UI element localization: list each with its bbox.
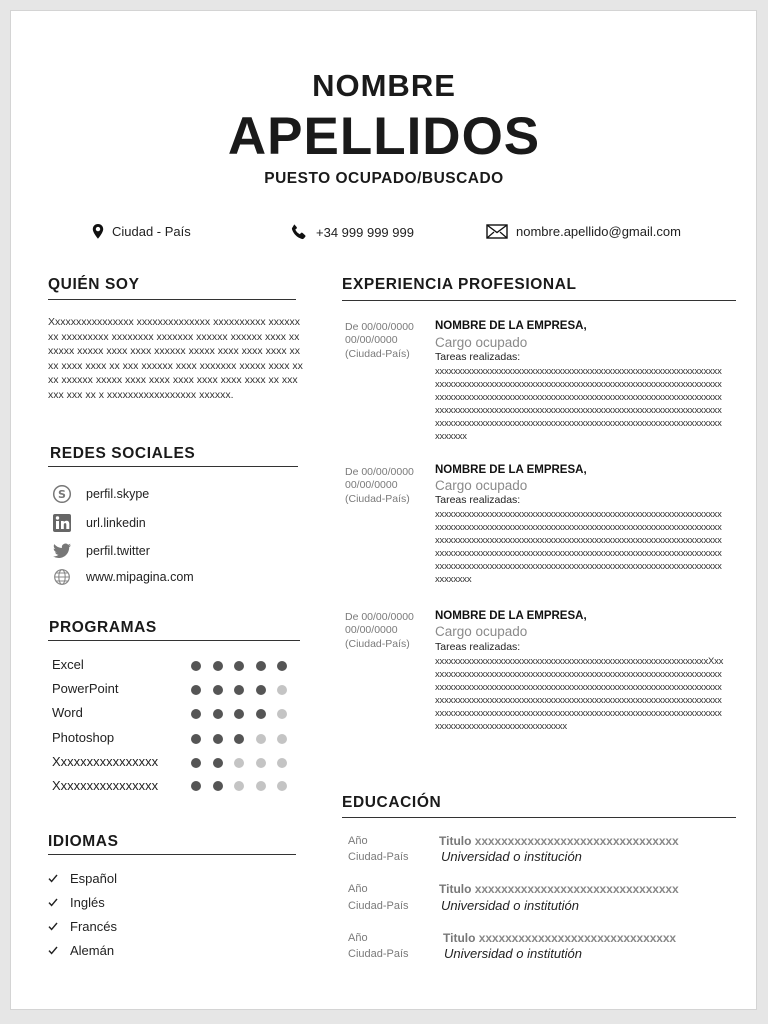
skill-dot-empty [277, 709, 287, 719]
languages-title: IDIOMAS [48, 833, 119, 850]
education-city: Ciudad-País [348, 948, 409, 960]
program-name: Xxxxxxxxxxxxxxxx [52, 778, 159, 793]
program-rating [191, 758, 287, 768]
degree-label: Titulo [439, 834, 472, 848]
company-name: NOMBRE DE LA EMPRESA, [435, 610, 587, 622]
location-pin-icon [92, 224, 104, 239]
linkedin-icon [52, 513, 72, 533]
skill-dot-filled [256, 685, 266, 695]
first-name: NOMBRE [312, 68, 456, 103]
language-item [48, 895, 105, 910]
program-rating [191, 709, 287, 719]
skill-dot-filled [213, 661, 223, 671]
skill-dot-filled [277, 661, 287, 671]
language-item [48, 943, 114, 958]
job-role: Cargo ocupado [435, 335, 528, 350]
about-title: QUIÉN SOY [48, 276, 140, 293]
date-to: 00/00/0000 [345, 334, 398, 347]
skill-dot-filled [213, 709, 223, 719]
job-role: Cargo ocupado [435, 624, 528, 639]
degree-text: xxxxxxxxxxxxxxxxxxxxxxxxxxxxxx [478, 931, 676, 945]
date-from: De 00/00/0000 [345, 611, 414, 623]
tasks-text: xxxxxxxxxxxxxxxxxxxxxxxxxxxxxxxxxxxxxxxxxxxxxxxxxxxxxxxxxxxxxxxxxxxxxxxxxxxxxxxxxxxxxxxxxxxxxxxxxxxxxxxxxxxxxxxxxxxxxxxxxxxxxxxxxxxxxxxxxxxxxxxxxxxxxxxxxxxxxxxxxxxxxxxxxxxxxxxxxxxxxxxxxxxxxxxxxxxxxxxxxxxxxxxxxxxxxxxxxxxxxxxxxxxxxxxxxxxxxxxxxxxxxxxxxxxxxxxxxxxxxxxxxxxxxxxxxxxxxxxxxxxxxxxxxxxxxxxxxxxxxxxxxxxxxxxxxxxxxxxxxx [435, 366, 722, 443]
date-from: De 00/00/0000 [345, 466, 414, 478]
program-name: PowerPoint [52, 681, 119, 696]
skill-dot-empty [234, 781, 244, 791]
position-title: PUESTO OCUPADO/BUSCADO [264, 170, 504, 187]
language-label: Inglés [70, 895, 105, 910]
contact-location [92, 224, 191, 239]
phone-text: +34 999 999 999 [316, 224, 414, 240]
skill-dot-filled [256, 709, 266, 719]
experience-city: (Ciudad-País) [345, 492, 410, 505]
skill-dot-empty [277, 685, 287, 695]
program-name: Word [52, 705, 83, 720]
degree-label: Titulo [443, 931, 476, 945]
language-item [48, 871, 117, 886]
social-item-twitter [52, 542, 150, 560]
skill-dot-empty [277, 781, 287, 791]
language-label: Francés [70, 919, 117, 934]
skill-dot-filled [191, 661, 201, 671]
social-label: perfil.twitter [86, 544, 150, 558]
tasks-label: Tareas realizadas: [435, 351, 521, 363]
skill-dot-filled [191, 781, 201, 791]
education-city: Ciudad-País [348, 851, 409, 863]
language-label: Español [70, 871, 117, 886]
languages-divider [48, 854, 296, 855]
company-name: NOMBRE DE LA EMPRESA, [435, 320, 587, 332]
last-name: APELLIDOS [227, 107, 541, 166]
education-institution: Universidad o institución [441, 849, 582, 864]
skill-dot-filled [213, 685, 223, 695]
experience-city: (Ciudad-País) [345, 637, 410, 650]
education-year: Año [348, 932, 368, 944]
skill-dot-empty [277, 734, 287, 744]
program-rating [191, 685, 287, 695]
tasks-label: Tareas realizadas: [435, 641, 521, 653]
social-label: www.mipagina.com [86, 570, 194, 584]
skill-dot-filled [213, 734, 223, 744]
social-title: REDES SOCIALES [50, 445, 196, 462]
experience-dates [345, 611, 430, 651]
email-text: nombre.apellido@gmail.com [516, 224, 681, 239]
phone-icon [291, 224, 308, 240]
check-icon [48, 895, 58, 910]
tasks-text: xxxxxxxxxxxxxxxxxxxxxxxxxxxxxxxxxxxxxxxxxxxxxxxxxxxxxxxxxxxxxxxxxxxxxxxxxxxxxxxxxxxxxxxxxxxxxxxxxxxxxxxxxxxxxxxxxxxxxxxxxxxxxxxxxxxxxxxxxxxxxxxxxxxxxxxxxxxxxxxxxxxxxxxxxxxxxxxxxxxxxxxxxxxxxxxxxxxxxxxxxxxxxxxxxxxxxxxxxxxxxxxxxxxxxxxxxxxxxxxxxxxxxxxxxxxxxxxxxxxxxxxxxxxxxxxxxxxxxxxxxxxxxxxxxxxxxxxxxxxxxxxxxxxxxxxxxxxxxxxxxxx [435, 509, 722, 586]
education-degree [439, 882, 679, 896]
degree-label: Titulo [439, 882, 472, 896]
tasks-text: xxxxxxxxxxxxxxxxxxxxxxxxxxxxxxxxxxxxxxxxxxxxxxxxxxxxxxxxxxxxXxxxxxxxxxxxxxxxxxxxxxxxxxxxxxxxxxxxxxxxxxxxxxxxxxxxxxxxxxxxxxxxxxxxxxxxxxxxxxxxxxxxxxxxxxxxxxxxxxxxxxxxxxxxxxxxxxxxxxxxxxxxxxxxxxxxxxxxxxxxxxxxxxxxxxxxxxxxxxxxxxxxxxxxxxxxxxxxxxxxxxxxxxxxxxxxxxxxxxxxxxxxxxxxxxxxxxxxxxxxxxxxxxxxxxxxxxxxxxxxxxxxxxxxxxxxxxxxxxxxxxxxxxxxxxxxxxxxxxxxxxxx [435, 656, 724, 733]
skill-dot-empty [256, 734, 266, 744]
education-divider [342, 817, 736, 818]
date-to: 00/00/0000 [345, 479, 398, 492]
social-label: perfil.skype [86, 487, 150, 501]
skill-dot-filled [234, 685, 244, 695]
education-year: Año [348, 883, 368, 895]
experience-title: EXPERIENCIA PROFESIONAL [342, 276, 577, 293]
social-divider [48, 466, 298, 467]
location-text: Ciudad - País [112, 224, 191, 239]
contact-phone [291, 224, 414, 240]
check-icon [48, 919, 58, 934]
tasks-label: Tareas realizadas: [435, 494, 521, 506]
program-name: Photoshop [52, 730, 115, 745]
skill-dot-filled [191, 685, 201, 695]
experience-city: (Ciudad-País) [345, 347, 410, 360]
education-institution: Universidad o institutión [444, 946, 583, 961]
experience-dates [345, 466, 430, 506]
education-institution: Universidad o institutión [441, 898, 580, 913]
company-name: NOMBRE DE LA EMPRESA, [435, 464, 587, 476]
programs-divider [48, 640, 300, 641]
skill-dot-empty [234, 758, 244, 768]
education-title: EDUCACIÓN [342, 794, 442, 811]
education-degree [443, 931, 676, 945]
date-to: 00/00/0000 [345, 624, 398, 637]
education-year: Año [348, 835, 368, 847]
svg-text:S: S [58, 488, 66, 501]
degree-text: xxxxxxxxxxxxxxxxxxxxxxxxxxxxxxx [474, 882, 679, 896]
twitter-icon [52, 542, 72, 560]
check-icon [48, 871, 58, 886]
job-role: Cargo ocupado [435, 478, 528, 493]
program-rating [191, 781, 287, 791]
social-item-linkedin [52, 513, 146, 533]
date-from: De 00/00/0000 [345, 321, 414, 333]
contact-email [486, 224, 681, 239]
degree-text: xxxxxxxxxxxxxxxxxxxxxxxxxxxxxxx [474, 834, 679, 848]
social-item-skype [52, 484, 149, 504]
social-label: url.linkedin [86, 516, 146, 530]
skill-dot-filled [234, 661, 244, 671]
skill-dot-empty [256, 758, 266, 768]
program-rating [191, 734, 287, 744]
program-name: Excel [52, 657, 84, 672]
skill-dot-filled [234, 734, 244, 744]
check-icon [48, 943, 58, 958]
skill-dot-filled [191, 734, 201, 744]
skype-icon [52, 484, 72, 504]
program-name: Xxxxxxxxxxxxxxxx [52, 754, 159, 769]
skill-dot-empty [256, 781, 266, 791]
language-item [48, 919, 117, 934]
about-divider [48, 299, 296, 300]
skill-dot-empty [277, 758, 287, 768]
experience-divider [342, 300, 736, 301]
skill-dot-filled [191, 758, 201, 768]
envelope-icon [486, 224, 508, 239]
skill-dot-filled [256, 661, 266, 671]
skill-dot-filled [213, 781, 223, 791]
skill-dot-filled [191, 709, 201, 719]
social-item-website [52, 568, 194, 586]
globe-icon [52, 568, 72, 586]
education-degree [439, 834, 679, 848]
education-city: Ciudad-País [348, 900, 409, 912]
program-rating [191, 661, 287, 671]
programs-title: PROGRAMAS [49, 619, 157, 636]
language-label: Alemán [70, 943, 115, 958]
skill-dot-filled [234, 709, 244, 719]
experience-dates [345, 321, 430, 361]
skill-dot-filled [213, 758, 223, 768]
about-text: Xxxxxxxxxxxxxxxx xxxxxxxxxxxxxx xxxxxxxxxx xxxxxxxx xxxxxxxxx xxxxxxxx xxxxxxx xxxxxx xxxxxx xxxx xxxxxxx xxxxx xxxx xxxx xxxxxx xxxxx xxxx xxxx xxxx xxxx xxxx xxxx xx xxx xxxxxx xxxx xxxxxxx xxxxx xxxx xxxx xxxxxx xxxxx xxxx xxxx xxxx xxxx xxxx xxxx xx xxx xxx xxx xx x xxxxxxxxxxxxxxxxx xxxxxx. [48, 316, 303, 401]
